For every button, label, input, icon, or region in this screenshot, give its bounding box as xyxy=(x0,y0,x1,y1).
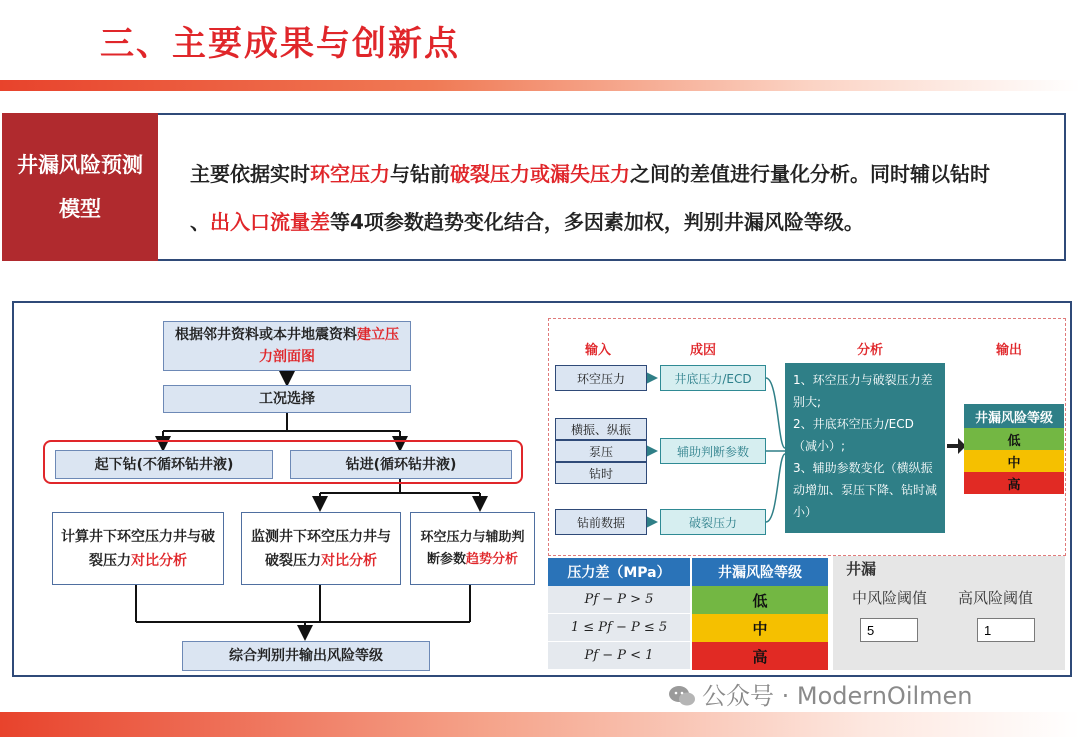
flow-calc-text xyxy=(59,525,217,573)
flow-condition-box: 工况选择 xyxy=(163,385,411,413)
table-cond-low: Pf − P > 5 xyxy=(548,586,690,614)
header-cause: 成因 xyxy=(690,343,717,358)
top-accent-bar xyxy=(0,80,1080,91)
info-text-part: 与钻前 xyxy=(390,162,450,186)
info-text-part: 之间的差值进行量化分析。同时辅以钻时 xyxy=(630,162,990,186)
info-text-part: 等4项参数趋势变化结合，多因素加权，判别井漏风险等级。 xyxy=(330,210,864,234)
watermark-text: 公众号 · ModernOilmen xyxy=(702,682,973,710)
info-label: 井漏风险预测模型 xyxy=(2,113,158,261)
analysis-box xyxy=(785,363,945,533)
info-text xyxy=(190,150,1060,246)
flow-drill-box: 钻进(循环钻井液) xyxy=(290,450,512,479)
table-cond-high: Pf − P < 1 xyxy=(548,642,690,670)
table-header-pressure: 压力差（MPa） xyxy=(548,558,690,586)
output-level-low: 低 xyxy=(964,428,1064,450)
input-vibration: 横振、纵振 xyxy=(555,418,647,440)
info-highlight-annular: 环空压力 xyxy=(310,162,390,186)
cause-bottomhole-ecd: 井底压力/ECD xyxy=(660,365,766,391)
flow-final-box: 综合判别井输出风险等级 xyxy=(182,641,430,671)
flow-calc-text-a: 计算井下环空压力井与破裂压力 xyxy=(61,528,215,569)
analysis-item: 3、辅助参数变化（横纵振动增加、泵压下降、钻时减小） xyxy=(793,461,938,519)
input-annular-pressure: 环空压力 xyxy=(555,365,647,391)
flow-monitor-text-b: 对比分析 xyxy=(321,552,377,569)
mid-threshold-input[interactable] xyxy=(860,618,918,642)
flow-trend-text-b: 趋势分析 xyxy=(466,551,519,567)
flow-start-text-b: 建立压力剖面图 xyxy=(259,327,399,365)
flow-monitor-text-a: 监测井下环空压力井与破裂压力 xyxy=(251,528,391,569)
header-output: 输出 xyxy=(996,343,1023,358)
flow-calc-text-b: 对比分析 xyxy=(131,552,187,569)
flow-start-box xyxy=(163,321,411,371)
cause-aux-parameters: 辅助判断参数 xyxy=(660,438,766,464)
wechat-icon xyxy=(668,685,696,707)
table-level-mid: 中 xyxy=(692,614,828,642)
table-level-high: 高 xyxy=(692,642,828,670)
input-predrill-data: 钻前数据 xyxy=(555,509,647,535)
bottom-accent-bar xyxy=(0,712,1080,737)
settings-title: 井漏 xyxy=(846,560,877,578)
input-rop: 钻时 xyxy=(555,462,647,484)
flow-monitor-text xyxy=(248,525,394,573)
analysis-item: 2、井底环空压力/ECD（减小）; xyxy=(793,417,914,453)
high-threshold-label: 高风险阈值 xyxy=(958,589,1034,607)
cause-fracture-pressure: 破裂压力 xyxy=(660,509,766,535)
info-text-part: 、 xyxy=(190,210,210,234)
info-highlight-flow: 出入口流量差 xyxy=(210,210,330,234)
output-level-mid: 中 xyxy=(964,450,1064,472)
page-title: 三、主要成果与创新点 xyxy=(100,24,460,64)
flow-start-text xyxy=(170,324,404,368)
analysis-item: 1、环空压力与破裂压力差别大; xyxy=(793,373,933,409)
mid-threshold-label: 中风险阈值 xyxy=(852,589,928,607)
watermark xyxy=(668,676,973,711)
output-title: 井漏风险等级 xyxy=(964,404,1064,428)
info-highlight-fracture: 破裂压力或漏失压力 xyxy=(450,162,630,186)
flow-trip-box: 起下钻(不循环钻井液) xyxy=(55,450,273,479)
input-pump-pressure: 泵压 xyxy=(555,440,647,462)
header-input: 输入 xyxy=(585,343,612,358)
high-threshold-input[interactable] xyxy=(977,618,1035,642)
table-cond-mid: 1 ≤ Pf − P ≤ 5 xyxy=(548,614,690,642)
flow-monitor-box xyxy=(241,512,401,585)
flow-calc-box xyxy=(52,512,224,585)
header-analysis: 分析 xyxy=(857,343,884,358)
output-level-high: 高 xyxy=(964,472,1064,494)
flow-start-text-a: 根据邻井资料或本井地震资料 xyxy=(175,327,357,343)
info-text-part: 主要依据实时 xyxy=(190,162,310,186)
flow-trend-text-a: 环空压力与辅助判断参数 xyxy=(420,529,525,567)
flow-trend-text xyxy=(417,527,528,571)
flow-trend-box xyxy=(410,512,535,585)
table-header-risk: 井漏风险等级 xyxy=(692,558,828,586)
table-level-low: 低 xyxy=(692,586,828,614)
